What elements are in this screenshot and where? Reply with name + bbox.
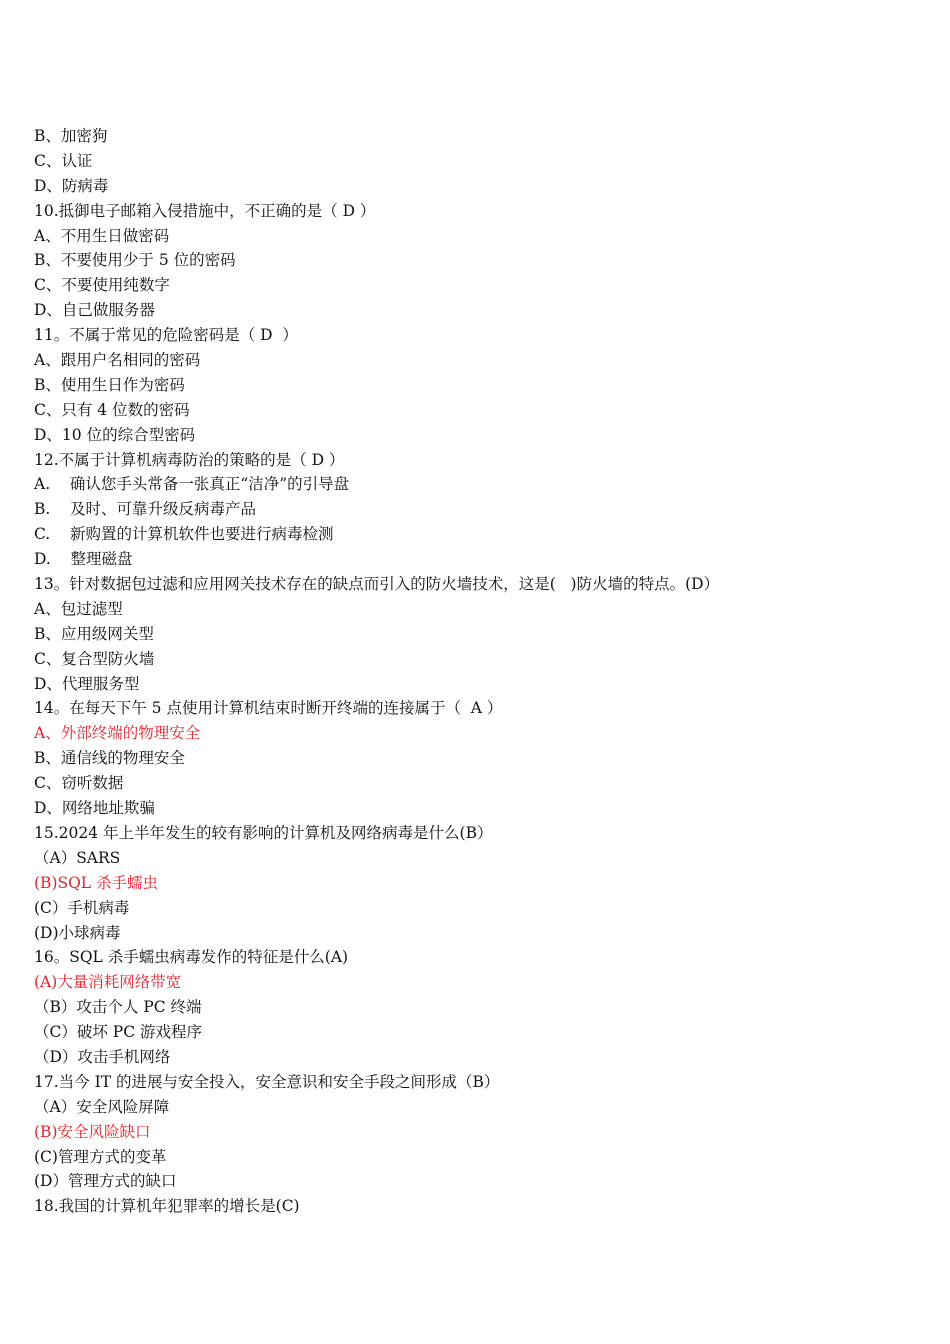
text-line: A、包过滤型 — [34, 599, 123, 618]
text-line: D、防病毒 — [34, 176, 109, 195]
text-line: D、网络地址欺骗 — [34, 799, 155, 818]
text-line: C、认证 — [34, 151, 93, 170]
text-line: (C)管理方式的变革 — [34, 1147, 167, 1166]
text-line: (D)小球病毒 — [34, 923, 121, 942]
text-line: D、自己做服务器 — [34, 301, 155, 320]
text-line: 18.我国的计算机年犯罪率的增长是(C) — [34, 1197, 300, 1216]
answer-line-highlighted: (B)SQL 杀手蠕虫 — [34, 873, 159, 892]
answer-line-highlighted: (B)安全风险缺口 — [34, 1122, 151, 1141]
text-line: 10.抵御电子邮箱入侵措施中，不正确的是（ D ） — [34, 201, 376, 220]
text-line: D、代理服务型 — [34, 674, 140, 693]
text-line: A. 确认您手头常备一张真正“洁净”的引导盘 — [34, 475, 350, 494]
text-line: A、跟用户名相同的密码 — [34, 351, 201, 370]
text-line: B、通信线的物理安全 — [34, 749, 185, 768]
document-page — [34, 124, 914, 1219]
text-line: （B）攻击个人 PC 终端 — [34, 998, 202, 1017]
text-line: 13。针对数据包过滤和应用网关技术存在的缺点而引入的防火墙技术，这是( )防火墙的特点。(D） — [34, 575, 720, 594]
text-line: 16。SQL 杀手蠕虫病毒发作的特征是什么(A) — [34, 948, 349, 967]
text-line: D. 整理磁盘 — [34, 550, 133, 569]
text-line: 14。在每天下午 5 点使用计算机结束时断开终端的连接属于（ A ） — [34, 699, 503, 718]
text-line: B. 及时、可靠升级反病毒产品 — [34, 500, 257, 519]
text-line: (C）手机病毒 — [34, 898, 130, 917]
text-line: 11。不属于常见的危险密码是（ D ） — [34, 326, 298, 345]
text-line: C、只有 4 位数的密码 — [34, 400, 190, 419]
text-line: A、不用生日做密码 — [34, 226, 170, 245]
text-line: 12.不属于计算机病毒防治的策略的是（ D ） — [34, 450, 345, 469]
text-line: 15.2024 年上半年发生的较有影响的计算机及网络病毒是什么(B） — [34, 823, 493, 842]
text-line: B、加密狗 — [34, 127, 108, 145]
text-line: （D）攻击手机网络 — [34, 1047, 171, 1066]
text-line: D、10 位的综合型密码 — [34, 425, 196, 444]
text-line: （A）SARS — [34, 848, 121, 867]
text-line: C. 新购置的计算机软件也要进行病毒检测 — [34, 525, 334, 544]
answer-line-highlighted: (A)大量消耗网络带宽 — [34, 973, 182, 992]
text-line: C、不要使用纯数字 — [34, 276, 170, 295]
text-line: （C）破坏 PC 游戏程序 — [34, 1023, 203, 1042]
text-line: B、应用级网关型 — [34, 624, 154, 643]
text-line: (D）管理方式的缺口 — [34, 1172, 177, 1191]
text-line: C、窃听数据 — [34, 774, 124, 793]
text-line: （A）安全风险屏障 — [34, 1097, 170, 1116]
text-line: B、不要使用少于 5 位的密码 — [34, 251, 236, 270]
text-line: B、使用生日作为密码 — [34, 375, 185, 394]
answer-line-highlighted: A、外部终端的物理安全 — [34, 724, 201, 743]
text-line: C、复合型防火墙 — [34, 649, 155, 668]
text-line: 17.当今 IT 的进展与安全投入，安全意识和安全手段之间形成（B） — [34, 1072, 500, 1091]
